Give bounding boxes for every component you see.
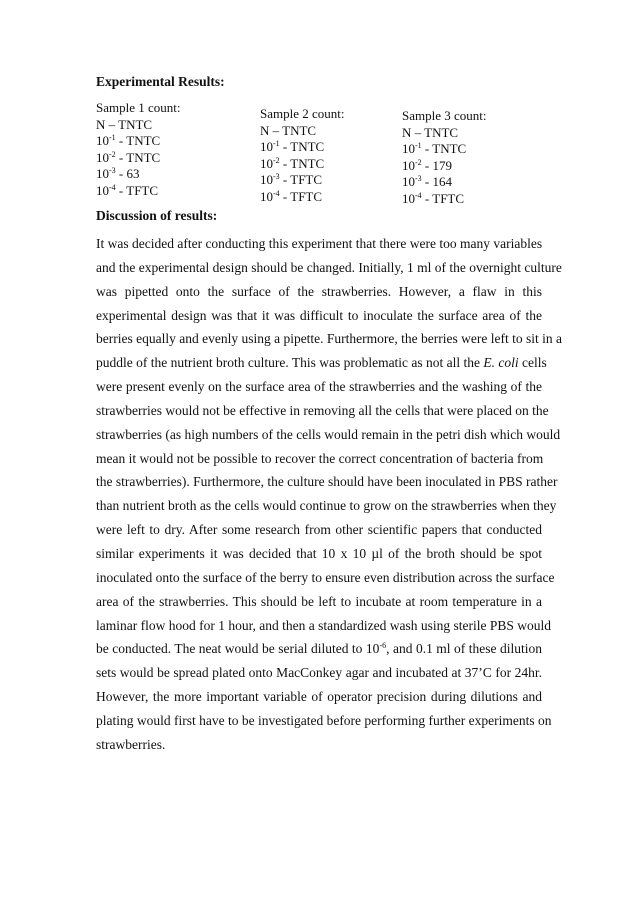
sample-2-block (260, 106, 345, 205)
sample-3-title: Sample 3 count: (402, 108, 487, 123)
sample-3-block (402, 108, 487, 207)
sample-2-title: Sample 2 count: (260, 106, 345, 121)
sample-3-row-n: N – TNTC (402, 124, 459, 140)
paragraph-line: similar experiments it was decided that 10 x 10 µl of the broth should be spot (96, 545, 542, 561)
sample-2-row-1: $10^{-1}$ - TNTC (260, 139, 325, 154)
paragraph-line: However, the more important variable of operator precision during dilutions and (96, 689, 542, 705)
sample-1-row-2: $10^{-2}$ - TNTC (96, 149, 161, 165)
paragraph-line: be conducted. The neat would be serial diluted to $10^{-6}$, and 0.1 ml of these dilution (96, 641, 543, 657)
paragraph-line: than nutrient broth as the cells would continue to grow on the strawberries when they (96, 498, 557, 514)
paragraph-line: plating would first have to be investigated before performing further experiments on (96, 712, 552, 728)
sample-3-row-4: $10^{-4}$ - TFTC (402, 190, 465, 206)
sample-1-row-3: $10^{-3} - 63$ (96, 166, 140, 181)
sample-1-row-n: N – TNTC (96, 116, 153, 132)
sample-1-row-1: $10^{-1}$ - TNTC (96, 133, 161, 148)
paragraph-line: strawberries would not be effective in removing all the cells that were placed on the (96, 402, 549, 418)
sample-3-row-2: $10^{-2} - 179$ (402, 157, 453, 173)
sample-1-block (96, 100, 181, 199)
discussion-heading: Discussion of results: (96, 208, 218, 223)
species-name: E. coli (483, 355, 519, 371)
paragraph-line: and the experimental design should be changed. Initially, 1 ml of the overnight culture (96, 259, 562, 275)
paragraph-line: was pipetted onto the surface of the strawberries. However, a flaw in this (96, 283, 542, 299)
sample-2-row-4: $10^{-4}$ - TFTC (260, 188, 323, 204)
paragraph-line: sets would be spread plated onto MacConkey agar and incubated at 37’C for 24hr. (96, 665, 542, 681)
paragraph-line: inoculated onto the surface of the berry to ensure even distribution across the surface (96, 569, 555, 585)
paragraph-line: mean it would not be possible to recover the correct concentration of bacteria from (96, 450, 544, 466)
paragraph-line: strawberries (as high numbers of the cells would remain in the petri dish which would (96, 426, 561, 442)
sample-2-row-2: $10^{-2}$ - TNTC (260, 155, 325, 171)
paragraph-line: strawberries. (96, 736, 166, 752)
sample-1-row-4: $10^{-4}$ - TFTC (96, 182, 159, 198)
sample-2-row-n: N – TNTC (260, 122, 317, 138)
paragraph-line: It was decided after conducting this experiment that there were too many variables (96, 236, 543, 251)
paragraph-line: were present evenly on the surface area of the strawberries and the washing of the (96, 379, 542, 395)
sample-3-row-1: $10^{-1}$ - TNTC (402, 141, 467, 156)
sample-2-row-3: $10^{-3}$ - TFTC (260, 172, 323, 187)
paragraph-line: were left to dry. After some research from other scientific papers that conducted (96, 522, 542, 538)
sample-3-row-3: $10^{-3} - 164$ (402, 174, 453, 189)
results-heading: Experimental Results: (96, 74, 225, 89)
paragraph-line: the strawberries). Furthermore, the culture should have been inoculated in PBS rather (96, 474, 558, 490)
paragraph-line: area of the strawberries. This should be left to incubate at room temperature in a (96, 593, 542, 609)
paragraph-line: laminar flow hood for 1 hour, and then a standardized wash using sterile PBS would (96, 617, 551, 633)
sample-1-title: Sample 1 count: (96, 100, 181, 115)
paragraph-line: puddle of the nutrient broth culture. This was problematic as not all the E. coli cells (96, 355, 547, 371)
discussion-paragraph (96, 232, 562, 757)
paragraph-line: experimental design was that it was difficult to inoculate the surface area of the (96, 307, 542, 323)
paragraph-line: berries equally and evenly using a pipette. Furthermore, the berries were left to sit in a (96, 331, 562, 347)
